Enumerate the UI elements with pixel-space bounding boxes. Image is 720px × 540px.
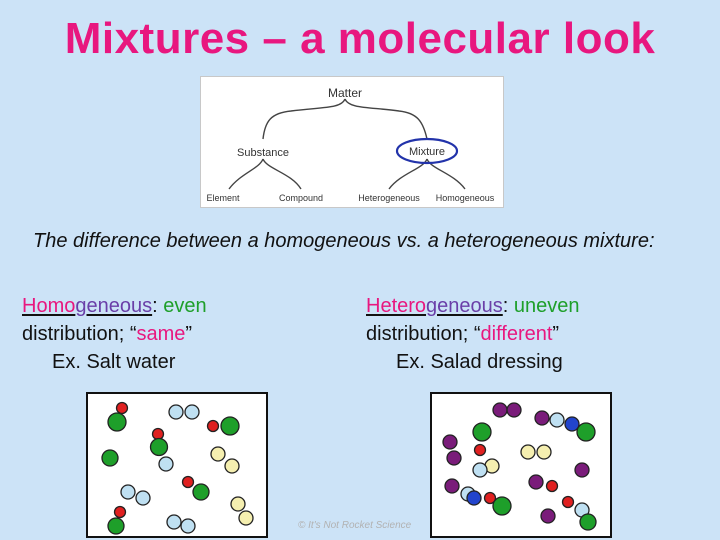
light-blue-atom: [185, 405, 199, 419]
yellow-atom: [521, 445, 535, 459]
node-homogeneous: Homogeneous: [435, 193, 495, 203]
light-blue-atom: [121, 485, 135, 499]
classification-diagram: [200, 76, 504, 208]
purple-atom: [507, 403, 521, 417]
distribution-text: distribution; “: [22, 323, 137, 345]
light-blue-atom: [169, 405, 183, 419]
heterogeneous-description: [366, 292, 706, 376]
green-atom: [193, 484, 209, 500]
branch-matter-mixture: [345, 99, 427, 139]
geneous-suffix: geneous: [426, 295, 503, 317]
close-quote: ”: [185, 323, 193, 345]
colon: :: [502, 295, 509, 317]
node-compound: Compound: [278, 193, 324, 203]
heterogeneous-molecule-box: [430, 392, 612, 538]
yellow-atom: [211, 447, 225, 461]
heterogeneous-molecules: [432, 394, 610, 536]
red-atom: [115, 507, 126, 518]
green-atom: [151, 439, 168, 456]
purple-atom: [535, 411, 549, 425]
purple-atom: [575, 463, 589, 477]
purple-atom: [447, 451, 461, 465]
hetero-prefix: Hetero: [366, 295, 427, 317]
homogeneous-molecule-box: [86, 392, 268, 538]
red-atom: [208, 421, 219, 432]
light-blue-atom: [136, 491, 150, 505]
node-substance: Substance: [237, 147, 289, 159]
purple-atom: [493, 403, 507, 417]
light-blue-atom: [159, 457, 173, 471]
purple-atom: [529, 475, 543, 489]
branch-substance-element: [229, 159, 263, 189]
colon: :: [152, 295, 158, 317]
light-blue-atom: [550, 413, 564, 427]
homogeneous-term: [22, 295, 152, 317]
slide-title: Mixtures – a molecular look: [64, 14, 656, 63]
different-keyword: different: [480, 323, 553, 345]
yellow-atom: [225, 459, 239, 473]
light-blue-atom: [473, 463, 487, 477]
close-quote: ”: [552, 323, 560, 345]
classification-tree: [201, 77, 503, 207]
light-blue-atom: [167, 515, 181, 529]
red-atom: [153, 429, 164, 440]
green-atom: [473, 423, 491, 441]
green-atom: [102, 450, 118, 466]
heterogeneous-uneven: uneven: [508, 295, 580, 317]
light-blue-atom: [181, 519, 195, 533]
red-atom: [117, 403, 128, 414]
green-atom: [577, 423, 595, 441]
red-atom: [183, 477, 194, 488]
green-atom: [108, 518, 124, 534]
node-heterogeneous: Heterogeneous: [358, 193, 420, 203]
homogeneous-even: even: [157, 295, 207, 317]
red-atom: [563, 497, 574, 508]
purple-atom: [541, 509, 555, 523]
homo-prefix: Homo: [22, 295, 76, 317]
distribution-text: distribution; “: [366, 323, 481, 345]
watermark-credit: © It's Not Rocket Science: [298, 520, 412, 531]
red-atom: [475, 445, 486, 456]
branch-matter-substance: [263, 99, 345, 139]
yellow-atom: [537, 445, 551, 459]
red-atom: [547, 481, 558, 492]
heterogeneous-term: [366, 295, 503, 317]
purple-atom: [443, 435, 457, 449]
green-atom: [221, 417, 239, 435]
homogeneous-example: Ex. Salt water: [52, 351, 176, 373]
blue-atom: [467, 491, 481, 505]
geneous-suffix: geneous: [75, 295, 153, 317]
homogeneous-molecules: [88, 394, 266, 536]
node-mixture: Mixture: [408, 146, 446, 158]
node-element: Element: [206, 193, 240, 203]
green-atom: [108, 413, 126, 431]
heterogeneous-example: Ex. Salad dressing: [396, 351, 563, 373]
node-matter: Matter: [327, 86, 363, 100]
green-atom: [493, 497, 511, 515]
yellow-atom: [231, 497, 245, 511]
purple-atom: [445, 479, 459, 493]
same-keyword: same: [136, 323, 186, 345]
green-atom: [580, 514, 596, 530]
branch-substance-compound: [263, 159, 301, 189]
yellow-atom: [239, 511, 253, 525]
intro-text: The difference between a homogeneous vs. a heterogeneous mixture:: [33, 230, 655, 252]
homogeneous-description: [22, 292, 342, 376]
